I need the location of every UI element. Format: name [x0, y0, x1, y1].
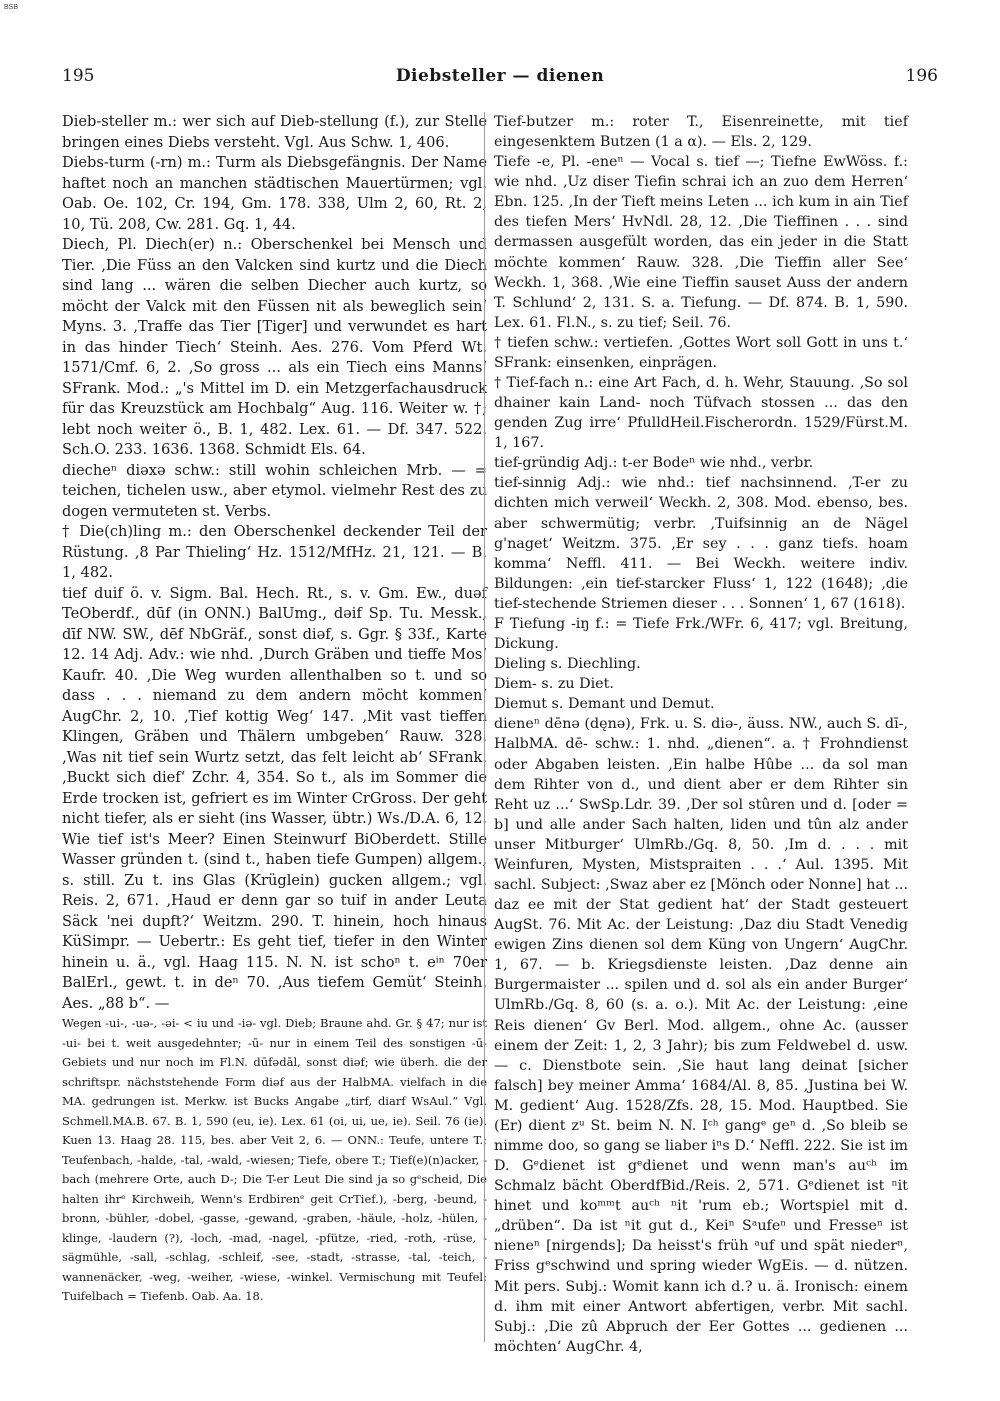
entry-diebsturm: Diebs-turm (-rn) m.: Turm als Diebsgefängnis. Der Name haftet noch an manchen städtischen Mauertürmen; vgl. Oab. Oe. 102, Cr. 194, Gm. 178. 338, Ulm 2, 60, Rt. 2, 10, Tü. 208, Cw. 281. Gq. 1, 44.: [62, 154, 487, 233]
entry-tiefbutzer: Tief-butzer m.: roter T., Eisenreinette, mit tief eingesenktem Butzen (1 a α). — Els. 2, 129.: [494, 114, 908, 151]
entry-tiefe: Tiefe -e, Pl. -eneⁿ — Vocal s. tief —; Tiefne EwWöss. f.: wie nhd. ‚Uz diser Tiefin schrai ich an zuo dem Herren‘ Ebn. 125. ‚In der Tieft meins Leten ... ich kum in ain Tief des tiefen Mers‘ HvNdl. 28, 12. ‚Die Tieffinen . . . sind dermassen ausgefült worden, das ein jeder in die Statt möchte kommen‘ Rauw. 328. ‚Die Tieffin aller See‘ Weckh. 1, 368. ‚Wie eine Tieffin sauset Auss der andern T. Schlund‘ 2, 131. S. a. Tiefung. — Df. 874. B. 1, 590. Lex. 61. Fl.N., s. zu tief; Seil. 76.: [494, 154, 908, 331]
entry-dieche: diecheⁿ diəxə schw.: still wohin schleichen Mrb. — = teichen, tichelen usw., aber etymol. vielmehr Rest des zu dogen vermuteten st. Verbs.: [62, 461, 487, 520]
right-column: [494, 112, 908, 1357]
running-title: Diebsteller — dienen: [395, 66, 605, 86]
entry-diemut: Diemut s. Demant und Demut.: [494, 696, 715, 713]
page-header: [62, 66, 938, 90]
library-corner-mark: BSB: [4, 4, 19, 11]
entry-tiefgruendig: tief-gründig Adj.: t-er Bodeⁿ wie nhd., verbr.: [494, 455, 814, 472]
entry-diech: Diech, Pl. Diech(er) n.: Oberschenkel bei Mensch und Tier. ‚Die Füss an den Valcken sind kurtz und die Diech sind lang ... wären die selben Diecher auch kurtz, so möcht der Valck mit den Füssen nit als beweglich sein‘ Myns. 3. ‚Traffe das Tier [Tiger] und verwundet es hart in das hinder Tiech‘ Steinh. Aes. 276. Vom Pferd Wt. 1571/Cmf. 6, 2. ‚So gross ... als ein Tiech eins Manns‘ SFrank. Mod.: „'s Mittel im D. ein Metzgerfachausdruck für das Kreuzstück am Hochbalg“ Aug. 116. Weiter w. †; lebt noch weiter ö., B. 1, 482. Lex. 61. — Df. 347. 522. Sch.O. 233. 1636. 1368. Schmidt Els. 64.: [62, 236, 487, 458]
entry-diebsteller: Dieb-steller m.: wer sich auf Dieb-stellung (f.), zur Stelle bringen eines Diebs versteht. Vgl. Aus Schw. 1, 406.: [62, 113, 487, 151]
entry-tiefung: F Tiefung -iŋ f.: = Tiefe Frk./WFr. 6, 417; vgl. Breitung, Dickung.: [494, 615, 908, 653]
right-page-number: 196: [905, 66, 938, 86]
entry-dieling: Dieling s. Diechling.: [494, 656, 641, 673]
left-column: [62, 112, 487, 1307]
column-divider: [484, 112, 485, 1342]
entry-tieffach: † Tief-fach n.: eine Art Fach, d. h. Wehr, Stauung. ‚So sol dhainer kain Land- noch Tüfvach stossen ... das den genden Zug irre‘ PfulldHeil.Fischerordn. 1529/Fürst.M. 1, 167.: [494, 375, 908, 452]
entry-tief: tief duif ö. v. Sigm. Bal. Hech. Rt., s. v. Gm. Ew., duəf TeOberdf., dūf (in ONN.) BalUmg., dəif Sp. Tu. Messk., dīf NW. SW., dēf NbGräf., sonst diəf, s. Ggr. § 33f., Karte 12. 14 Adj. Adv.: wie nhd. ‚Durch Gräben und tieffe Mos‘ Kaufr. 40. ‚Die Weg wurden allenthalben so t. und so dass . . . niemand zu dem andern möcht kommen‘ AugChr. 2, 10. ‚Tief kottig Weg‘ 147. ‚Mit vast tieffen Klingen, Gräben und Thälern umbgeben‘ Rauw. 328. ‚Was nit tief sein Wurtz setzt, das felt leicht ab‘ SFrank. ‚Buckt sich dief‘ Zchr. 4, 354. So t., als im Sommer die Erde trocken ist, gefriert es im Winter CrGross. Der geht nicht tiefer, als er sieht (ins Wasser, übtr.) Ws./D.A. 6, 12. Wie tief ist's Meer? Einen Steinwurf BiOberdett. Stille Wasser gründen t. (sind t., haben tiefe Gumpen) allgem., s. still. Zu t. ins Glas (Krüglein) gucken allgem.; vgl. Reis. 2, 671. ‚Haud er denn gar so tuif in ander Leuta Säck 'nei dupft?‘ Weitzm. 290. T. hinein, hoch hinaus KüSimpr. — Uebertr.: Es geht tief, tiefer in den Winter hinein u. ä., vgl. Haag 115. N. N. ist schoⁿ t. eⁱⁿ 70er BalErl., gewt. t. in deⁿ 70. ‚Aus tiefem Gemüt‘ Steinh. Aes. „88 b“. —: [62, 584, 487, 1012]
entry-dienen: dieneⁿ dēnə (dęnə), Frk. u. S. diə-, äuss. NW., auch S. dī-, HalbMA. dē- schw.: 1. nhd. „dienen“. a. † Frohndienst oder Abgaben leisten. ‚Ein halbe Hûbe ... da sol man dem Rihter von d., und dient aber er dem Rihter sin Reht uz ...‘ SwSp.Ldr. 39. ‚Der sol stûren und d. [oder = b] und alle ander Sach halten, liden und tûn alz ander unser Mitburger‘ UlmRb./Gq. 8, 50. ‚Im d. . . . mit Weinfuren, Mysten, Mistspraiten . . .‘ Aul. 1395. Mit sachl. Subject: ‚Swaz aber ez [Mönch oder Nonne] hat ... daz ee mit der Stat gedient hat‘ der Stadt gesteuert AugSt. 76. Mit Ac. der Leistung: ‚Daz diu Stadt Venedig ewigen Zins dienen sol dem Küng von Ungern‘ AugChr. 1, 67. — b. Kriegsdienste leisten. ‚Daz denne ain Burgermaister ... spilen und d. sol als ein ander Burger‘ UlmRb./Gq. 8, 60 (s. a. o.). Mit Ac. der Leistung: ‚eine Reis dienen‘ Gv Berl. Mod. allgem., ohne Ac. (ausser einem der Zeit: 1, 2, 3 Jahr); bis zum Feldwebel d. usw. — c. Dienstbote sein. ‚Sie haut lang deinat [sicher falsch] bey meiner Amma‘ 1684/Al. 8, 85. ‚Justina bei W. M. gedient‘ Aug. 1528/Zfs. 28, 15. Mod. Hauptbed. Sie (Er) dient zᵘ St. beim N. N. Iᶜʰ gangᵉ geⁿ d. ‚So bleib se nimme doo, so gang se liaber iⁿs D.‘ Neffl. 222. Sie ist im D. Gᵉdienet ist gᵉdienet und wenn man's auᶜʰ im Schmalz bächt OberdfBid./Reis. 2, 571. Gᵉdienet ist ⁿit hinet und koᵐᵐt auᶜʰ ⁿit 'rum eb.; Wortspiel mit d. „drüben“. Da ist ⁿit gut d., Keiⁿ Sᵃufeⁿ und Fresseⁿ ist nieneⁿ [nirgends]; Da heisst's früh ᵃuf und spät niederⁿ, Friss gᵉschwind und spring wieder WgEis. — d. nützen. Mit pers. Subj.: Womit kann ich d.? u. ä. Ironisch: einem d. ihm mit einer Antwort abfertigen, verbr. Mit sachl. Subj.: ‚Die zû Abpruch der Eer Gottes ... gedienen ... möchten‘ AugChr. 4,: [494, 716, 909, 1355]
entry-tiefsinnig: tief-sinnig Adj.: wie nhd.: tief nachsinnend. ‚T-er zu dichten mich verweil‘ Weckh. 2, 308. Mod. ebenso, bes. aber schwermütig; verbr. ‚Tuifsinnig an de Nägel g'naget‘ Weitzm. 375. ‚Er sey . . . ganz tiefs. hoam komma‘ Neffl. 411. — Bei Weckh. weitere indiv. Bildungen: ‚ein tief-starcker Fluss‘ 1, 122 (1648); ‚die tief-stechende Striemen dieser . . . Sonnen‘ 1, 67 (1618).: [494, 475, 908, 612]
entry-diem: Diem- s. zu Diet.: [494, 676, 614, 693]
entry-diechling: † Die(ch)ling m.: den Oberschenkel deckender Teil der Rüstung. ‚8 Par Thieling‘ Hz. 1512/MfHz. 21, 121. — B. 1, 482.: [62, 523, 487, 581]
entry-tiefen: † tiefen schw.: vertiefen. ‚Gottes Wort soll Gott in uns t.‘ SFrank: einsenken, einprägen.: [494, 334, 908, 371]
entry-tief-note: Wegen -ui-, -uə-, -əi- < iu und -iə- vgl. Dieb; Braune ahd. Gr. § 47; nur ist -ui- bei t. weit ausgedehnter; -ū- nur in einem Teil des sonstigen -ū-Gebiets und nur noch im Fl.N. dūfədāl, sonst diəf; wie überh. die der schriftspr. nächststehende Form diəf aus der HalbMA. vielfach in die MA. gedrungen ist. Merkw. ist Bucks Angabe „tirf, diarf WsAul.“ Vgl. Schmell.MA.B. 67. B. 1, 590 (eu, ie). Lex. 61 (oi, ui, ue, ie). Seil. 76 (ie). Kuen 13. Haag 28. 115, bes. aber Veit 2, 6. — ONN.: Teufe, untere T.; Teufenbach, -halde, -tal, -wald, -wiesen; Tiefe, obere T.; Tief(e)(n)acker, -bach (mehrere Orte, auch D-; Die T-er Leut Die sind ja so gᵉscheid, Die halten ihrᵉ Kirchweih, Wenn's Erdbirenᵉ geit CrTief.), -berg, -beund, -bronn, -bühler, -dobel, -gasse, -gewand, -graben, -häule, -holz, -hülen, -klinge, -laudern (?), -loch, -mad, -nagel, -pfütze, -ried, -roth, -rüse, -sägmühle, -sall, -schlag, -schleif, -see, -stadt, -strasse, -tal, -teich, -wannenäcker, -weg, -weiher, -wiese, -winkel. Vermischung mit Teufel: Tuifelbach = Tiefenb. Oab. Aa. 18.: [62, 1016, 487, 1303]
left-page-number: 195: [62, 66, 95, 86]
